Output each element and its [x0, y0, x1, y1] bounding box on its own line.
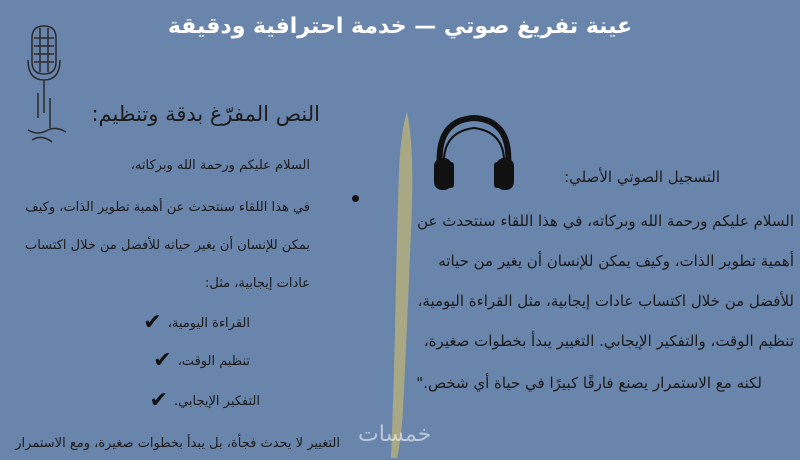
bullet-dot — [352, 195, 359, 202]
recording-line: أهمية تطوير الذات، وكيف يمكن للإنسان أن يغير من حياته — [438, 252, 794, 270]
checklist-item — [110, 350, 250, 372]
checklist-item — [110, 312, 250, 334]
checklist-label: تنظيم الوقت، — [177, 353, 250, 369]
recording-line: السلام عليكم ورحمة الله وبركاته، في هذا اللقاء سنتحدث عن — [417, 212, 794, 230]
transcript-line: السلام عليكم ورحمة الله وبركاته، — [130, 158, 310, 173]
watermark: خمسات — [358, 422, 432, 447]
transcript-line: عادات إيجابية، مثل: — [204, 276, 310, 291]
recording-heading: التسجيل الصوتي الأصلي: — [564, 168, 720, 186]
checklist-item — [110, 390, 260, 412]
check-icon: ✔ — [143, 310, 162, 335]
check-icon: ✔ — [153, 348, 172, 373]
transcript-footer-line: التغيير لا يحدث فجأة، بل يبدأ بخطوات صغيرة، ومع الاستمرار — [15, 436, 340, 451]
checklist-label: القراءة اليومية، — [167, 315, 250, 331]
recording-line: للأفضل من خلال اكتساب عادات إيجابية، مثل القراءة اليومية، — [417, 292, 794, 310]
check-icon: ✔ — [149, 388, 168, 413]
recording-line: تنظيم الوقت، والتفكير الإيجابي. التغيير يبدأ بخطوات صغيرة، — [423, 332, 794, 350]
column-divider — [385, 110, 421, 460]
transcript-line: في هذا اللقاء سنتحدث عن أهمية تطوير الذات، وكيف — [25, 200, 310, 215]
recording-line: لكنه مع الاستمرار يصنع فارقًا كبيرًا في حياة أي شخص." — [416, 374, 762, 392]
microphone-icon — [18, 18, 70, 148]
transcript-line: يمكن للإنسان أن يغير حياته للأفضل من خلال اكتساب — [24, 238, 310, 253]
checklist-label: التفكير الإيجابي. — [173, 393, 260, 409]
page-title: عينة تفريغ صوتي — خدمة احترافية ودقيقة — [167, 14, 633, 39]
transcript-heading: النص المفرّغ بدقة وتنظيم: — [91, 102, 320, 126]
